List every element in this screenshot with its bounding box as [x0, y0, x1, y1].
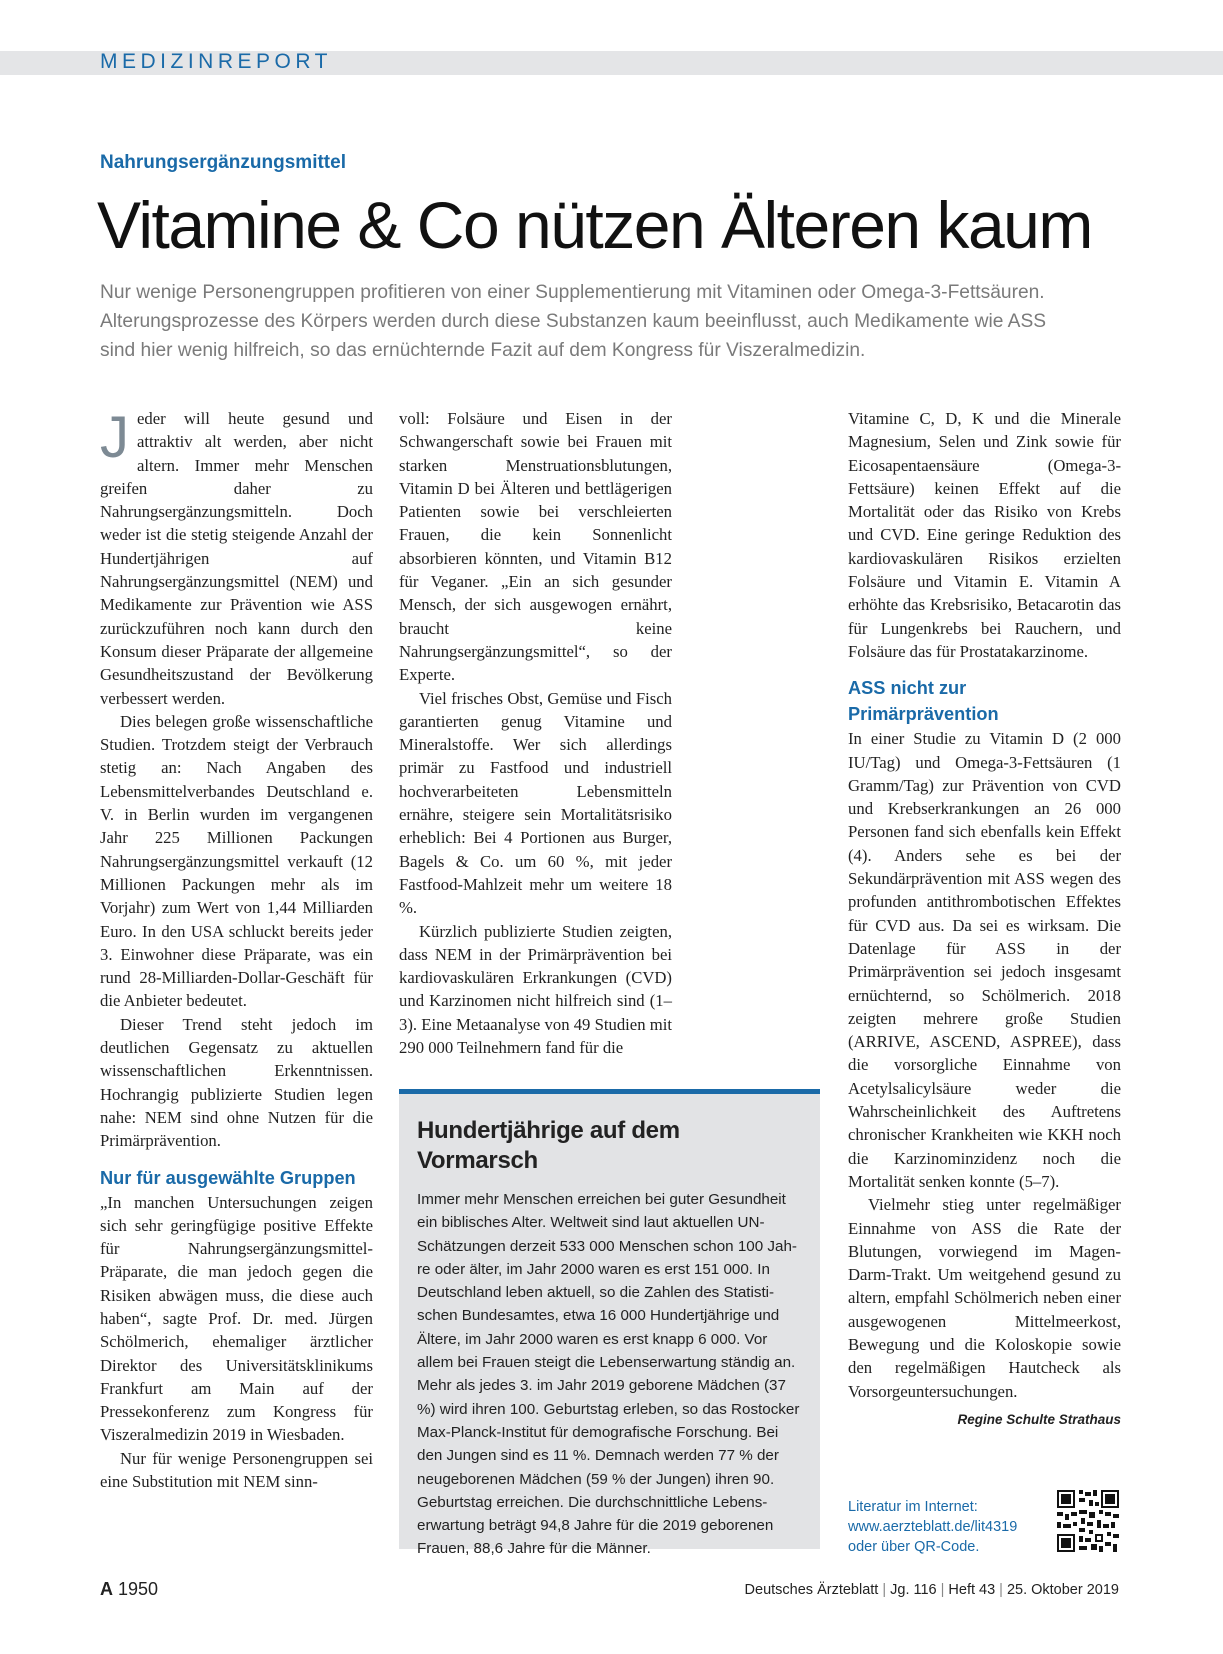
page-number [100, 1577, 158, 1601]
page-prefix: A [100, 1579, 113, 1599]
info-box-line: Ältere, im Jahr 2000 waren es erst knapp 6 000. Vor [417, 1330, 768, 1348]
journal-issue: Heft 43 [948, 1582, 996, 1598]
info-box-line: erwartung beträgt 94,8 Jahre für die 2019 geborenen [417, 1517, 774, 1535]
info-box-line: Schätzungen derzeit 533 000 Menschen schon 100 Jah- [417, 1237, 797, 1255]
article-kicker: Nahrungsergänzungsmittel [100, 152, 346, 173]
column-3 [848, 407, 1121, 1431]
body-paragraph: Viel frisches Obst, Gemüse und Fisch garantierten genug Vitamine und Mineralstoffe. Wer sich allerdings primär zu Fastfood und industriell hochverarbeiteten Lebensmitteln ernähre, steigere sein Mortalitätsrisiko erheblich: Bei 4 Portionen aus Burger, Bagels & Co. um 60 %, mit jeder Fastfood-Mahlzeit mehr um weitere 18 %. [399, 688, 672, 918]
article-lead [100, 278, 1140, 365]
page-number-value: 1950 [118, 1579, 159, 1599]
body-paragraph [848, 1193, 1121, 1427]
info-box-line: Geburtstag erreichen. Die durchschnittliche Lebens- [417, 1493, 768, 1511]
body-paragraph [100, 407, 373, 710]
body-paragraph: Dieser Trend steht jedoch im deutlichen Gegensatz zu aktuellen wissenschaftlichen Erkenntnissen. Hochrangig publizierte Studien legen nahe: NEM sind ohne Nutzen für die Primärprävention. [100, 1014, 373, 1151]
qr-code-icon[interactable] [1057, 1490, 1119, 1552]
info-box-title: Hundertjährige auf dem Vormarsch [417, 1117, 680, 1174]
info-box-line: Max-Planck-Institut für demografische Forschung. Bei [417, 1423, 779, 1441]
paragraph-text: Vielmehr stieg unter regelmäßiger Einnahme von ASS die Rate der Blutungen, vorwiegend im Magen-Darm-Trakt. Um weitgehend gesund zu altern, empfahl Schölmerich neben einer ausgewogenen Mittelmeerkost, Bewegung und die Koloskopie sowie den regelmäßigen Hautcheck als Vorsorgeuntersuchungen. [848, 1195, 1121, 1401]
footer-citation: Deutsches Ärzteblatt | Jg. 116 | Heft 43 | 25. Oktober 2019 [744, 1582, 1119, 1598]
paragraph-text: eder will heute gesund und attraktiv alt werden, aber nicht altern. Immer mehr Menschen greifen daher zu Nahrungsergänzungsmitteln. Doch weder ist die stetig steigende Anzahl der Hundertjährigen auf Nahrungsergänzungsmittel (NEM) und Medikamente zur Prävention wie ASS zurückzuführen noch kann durch den Konsum dieser Präparate der allgemeine Gesundheitszustand der Bevölkerung verbessert werden. [100, 409, 373, 708]
info-box-line: ein biblisches Alter. Weltweit sind laut aktuellen UN- [417, 1214, 765, 1232]
info-box-line: schen Bundesamtes, etwa 16 000 Hundertjährige und [417, 1307, 780, 1325]
lead-line: sind hier wenig hilfreich, so das ernüchternde Fazit auf dem Kongress für Viszeralmedizin. [100, 340, 866, 361]
info-box-line: Deutschland leben aktuell, so die Zahlen des Statisti- [417, 1284, 775, 1302]
subheading: Nur für ausgewählte Gruppen [100, 1167, 356, 1188]
info-box-line: den Jungen sind es 11 %. Demnach werden 77 % der [417, 1447, 779, 1465]
info-box-line: %) wird ihren 100. Geburtstag erleben, so das Rostocker [417, 1400, 800, 1418]
column-2 [399, 407, 672, 1059]
lead-line: Nur wenige Personengruppen profitieren von einer Supplementierung mit Vitaminen oder Omega-3-Fettsäuren. [100, 282, 1045, 303]
author-name: Regine Schulte Strathaus [957, 1411, 1121, 1427]
info-box-body [417, 1188, 802, 1561]
body-paragraph: voll: Folsäure und Eisen in der Schwangerschaft sowie bei Frauen mit starken Menstruationsblutungen, Vitamin D bei Älteren und bettlägerigen Patienten sowie bei verschleierten Frauen, die kein Sonnenlicht absorbieren könnten, und Vitamin B12 für Veganer. „Ein an sich gesunder Mensch, der sich ausgewogen ernährt, braucht keine Nahrungsergänzungsmittel“, so der Experte. [399, 409, 672, 685]
info-box-line: neugeborenen Mädchen (59 % der Jungen) ihren 90. [417, 1470, 775, 1488]
info-box-line: allem bei Frauen steigt die Lebenserwartung ständig an. [417, 1354, 796, 1372]
info-box [399, 1089, 820, 1558]
info-box-line: Immer mehr Menschen erreichen bei guter Gesundheit [417, 1191, 786, 1208]
literature-label: Literatur im Internet: [848, 1499, 978, 1515]
info-box-line: Frauen, 88,6 Jahre für die Männer. [417, 1540, 651, 1558]
column-1 [100, 407, 373, 1493]
body-paragraph: Nur für wenige Personengruppen sei eine Substitution mit NEM sinn- [100, 1448, 373, 1492]
info-box-line: re oder älter, im Jahr 2000 waren es erst 151 000. In [417, 1260, 770, 1278]
literature-link[interactable]: www.aerzteblatt.de/lit4319 [848, 1519, 1018, 1535]
literature-note [848, 1497, 1017, 1557]
lead-line: Alterungsprozesse des Körpers werden durch diese Substanzen kaum beeinflusst, auch Medikamente wie ASS [100, 311, 1047, 332]
body-paragraph: Vitamine C, D, K und die Minerale Magnesium, Selen und Zink sowie für Eicosapentaensäure (Omega-3-Fettsäure) keinen Effekt auf die Mortalität oder das Risiko von Krebs und CVD. Eine geringe Reduktion des kardiovaskulären Risikos erzielten Folsäure und Vitamin E. Vitamin A erhöhte das Krebsrisiko, Betacarotin das für Lungenkrebs bei Rauchern, und Folsäure das für Prostatakarzinome. [848, 409, 1121, 661]
body-paragraph: Dies belegen große wissenschaftliche Studien. Trotzdem steigt der Verbrauch stetig an: Nach Angaben des Lebensmittelverbandes Deutschland e. V. in Berlin wurden im vergangenen Jahr 225 Millionen Packungen Nahrungsergänzungsmittel verkauft (12 Millionen Packungen mehr als im Vorjahr) zum Wert von 1,44 Milliarden Euro. In den USA schluckt bereits jeder 3. Einwohner diese Präparate, was ein rund 28-Milliarden-Dollar-Geschäft für die Anbieter bedeutet. [100, 711, 373, 1011]
journal-volume: Jg. 116 [890, 1582, 937, 1598]
subheading: ASS nicht zur Primärprävention [848, 678, 999, 725]
body-paragraph: Kürzlich publizierte Studien zeigten, dass NEM in der Primärprävention bei kardiovaskulären Erkrankungen (CVD) und Karzinomen nicht hilfreich sind (1–3). Eine Metaanalyse von 49 Studien mit 290 000 Teilnehmern fand für die [399, 921, 672, 1058]
section-label: MEDIZINREPORT [100, 50, 332, 73]
dropcap: J [100, 405, 129, 470]
article-title: Vitamine & Co nützen Älteren kaum [97, 188, 1092, 262]
info-box-line: Mehr als jedes 3. im Jahr 2019 geborene Mädchen (37 [417, 1377, 786, 1395]
journal-name: Deutsches Ärzteblatt [744, 1582, 879, 1598]
body-paragraph: „In manchen Untersuchungen zeigen sich sehr geringfügige positive Effekte für Nahrungsergänzungsmittel-Präparate, die man jedoch gegen die Risiken abwägen muss, die diese auch haben“, sagte Prof. Dr. med. Jürgen Schölmerich, ehemaliger ärztlicher Direktor des Universitätsklinikums Frankfurt am Main auf der Pressekonferenz zum Kongress für Viszeralmedizin 2019 in Wiesbaden. [100, 1192, 373, 1445]
body-paragraph: In einer Studie zu Vitamin D (2 000 IU/Tag) und Omega-3-Fettsäuren (1 Gramm/Tag) zur Prävention von CVD und Krebserkrankungen an 26 000 Personen fand sich ebenfalls kein Effekt (4). Anders sehe es bei der Sekundärprävention mit ASS wegen des profunden antithrombotischen Effektes für CVD aus. Da sei es wirksam. Die Datenlage für ASS in der Primärprävention sei jedoch insgesamt ernüchternd, so Schölmerich. 2018 zeigten mehrere große Studien (ARRIVE, ASCEND, ASPREE), dass die vorsorgliche Einnahme von Acetylsalicylsäure weder die Wahrscheinlichkeit des Auftretens chronischer Krankheiten wie KKH noch die Karzinominzidenz noch die Mortalität senken konnte (5–7). [848, 729, 1121, 1191]
journal-date: 25. Oktober 2019 [1006, 1582, 1119, 1598]
literature-qr-hint: oder über QR-Code. [848, 1539, 980, 1555]
